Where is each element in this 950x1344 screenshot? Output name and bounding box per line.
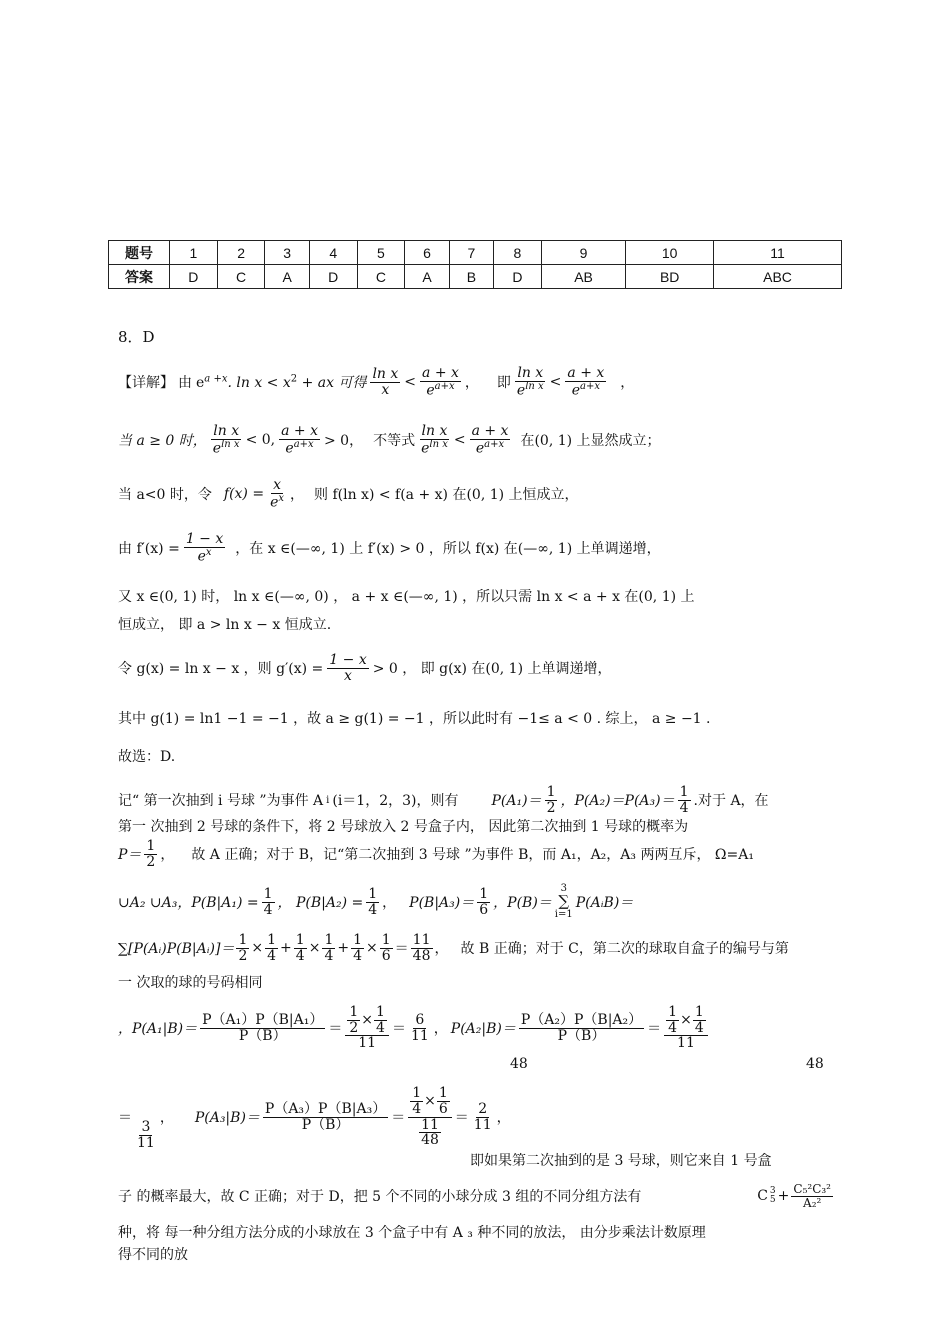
text: a+x	[580, 380, 600, 392]
text: ×	[251, 940, 264, 956]
text: 11	[137, 1134, 155, 1151]
answer-table	[108, 240, 842, 289]
text: 1	[694, 1003, 704, 1020]
prob-line5	[118, 926, 833, 970]
text: 故 A 正确；对于 B，记“第二次抽到 3 号球 ”为事件 B，而 A₁，A₂，A₃ 两两互斥， Ω=A₁	[191, 847, 754, 863]
text: 48	[421, 1132, 439, 1149]
fraction	[262, 887, 275, 917]
table-cell: C	[357, 265, 405, 289]
table-cell: ABC	[714, 265, 842, 289]
prob-line10: 即如果第二次抽到的是 3 号球，则它来自 1 号盒	[470, 1153, 772, 1169]
text: 11	[410, 1027, 429, 1044]
text: 由 f′(x) =	[118, 541, 180, 557]
fraction	[351, 933, 364, 963]
q8-line5: 又 x ∈(0, 1) 时， ln x ∈(—∞, 0) ， a + x ∈(—∞, 1) ，所以只需 ln x < a + x 在(0, 1) 上	[118, 589, 695, 605]
text: a + x	[422, 364, 459, 381]
prob-line3	[118, 834, 754, 874]
text: 1	[349, 1003, 359, 1020]
text: 6	[415, 1011, 425, 1028]
text: 1	[324, 931, 334, 948]
combination-expression	[757, 1183, 833, 1209]
text: 4	[324, 947, 334, 964]
text: 1	[381, 931, 391, 948]
text: 11	[677, 1035, 695, 1052]
text: a+x	[293, 438, 314, 450]
compound-fraction	[408, 1086, 452, 1148]
fraction	[279, 424, 320, 456]
q8-line3	[118, 472, 579, 516]
text: 3	[560, 882, 567, 894]
text: A₂²	[803, 1195, 822, 1210]
fraction	[370, 367, 400, 397]
fraction	[327, 653, 368, 683]
text: 11	[421, 1116, 439, 1133]
fraction	[211, 424, 242, 456]
text: ，	[290, 487, 305, 503]
table-cell: A	[265, 265, 309, 289]
text: e	[196, 375, 205, 391]
text: 1	[263, 885, 273, 902]
text: 4	[295, 947, 305, 964]
table-cell: D	[309, 265, 357, 289]
prob-line11	[118, 1176, 833, 1216]
text: 2	[290, 373, 298, 385]
table-cell: 5	[357, 241, 405, 265]
text: .对于 A，在	[693, 793, 769, 809]
text: 4	[376, 1019, 385, 1036]
text: 令 g(x) = ln x − x ，则 g′(x) =	[118, 661, 324, 677]
text: 1	[146, 837, 156, 854]
text: 1	[546, 783, 556, 800]
compound-fraction	[664, 1005, 708, 1051]
fraction	[366, 887, 379, 917]
q8-line1	[118, 360, 634, 404]
fraction	[477, 887, 490, 917]
text: ＝	[391, 1021, 406, 1037]
q8-line9: 故选：D.	[118, 749, 176, 765]
text: i	[326, 794, 330, 806]
text: P（A₃）P（B|A₃）	[264, 1100, 387, 1117]
text: ×	[308, 940, 321, 956]
table-cell: A	[405, 265, 449, 289]
table-header-label: 题号	[109, 241, 170, 265]
table-cell: 1	[170, 241, 218, 265]
table-row-answers	[109, 265, 842, 289]
text: ln x	[213, 422, 240, 439]
text: 6	[381, 947, 391, 964]
fraction	[545, 785, 558, 815]
text: 5	[769, 1195, 776, 1205]
text: ×	[366, 940, 378, 956]
text: + ax 可得	[297, 375, 367, 391]
text: +	[777, 1188, 790, 1204]
text: ，P(A₁|B)＝	[118, 1021, 198, 1037]
text: 1	[295, 931, 305, 948]
fraction	[437, 1086, 450, 1116]
text: a + x	[281, 422, 318, 439]
fraction	[472, 1102, 494, 1132]
fraction	[144, 839, 157, 869]
q8-line7	[118, 646, 611, 690]
text: 1	[267, 931, 277, 948]
text: 3	[141, 1118, 151, 1135]
fraction	[411, 933, 433, 963]
text: e	[270, 494, 279, 511]
q8-line4	[118, 526, 661, 570]
fraction	[420, 366, 461, 398]
text: ＝	[328, 1021, 343, 1037]
denominator-48: 48	[806, 1056, 824, 1072]
q8-line2	[118, 418, 661, 462]
text: 2	[349, 1019, 359, 1036]
text: +	[280, 940, 292, 956]
text: 1	[376, 1003, 385, 1020]
text: ln x	[517, 364, 544, 381]
text: 4	[668, 1019, 678, 1036]
compound-fraction	[345, 1005, 389, 1051]
text: +	[337, 940, 350, 956]
text: a + x	[567, 364, 605, 381]
text: 当 a<0 时，令	[118, 487, 212, 503]
text: P（A₂）P（B|A₂）	[520, 1011, 643, 1028]
fraction	[268, 478, 286, 510]
text: P(A₁)＝	[491, 793, 542, 809]
text: P（B）	[557, 1027, 606, 1044]
text: ＝	[454, 1110, 469, 1126]
table-cell: 10	[626, 241, 714, 265]
text: e	[475, 440, 485, 457]
text: 4	[267, 947, 277, 964]
text: 1	[368, 885, 378, 902]
table-cell: D	[170, 265, 218, 289]
text: 1	[679, 783, 689, 800]
text: P(AᵢB)＝	[575, 895, 634, 911]
q8-title: 8．D	[118, 328, 155, 346]
fraction	[184, 532, 225, 564]
text: 1	[238, 931, 248, 948]
text: ln x	[421, 422, 448, 439]
text: e	[571, 382, 580, 399]
text: P(A₃|B)＝	[194, 1110, 260, 1126]
table-cell: D	[494, 265, 542, 289]
text: e	[426, 382, 435, 399]
text: P（B）	[301, 1116, 350, 1133]
fraction	[410, 1086, 423, 1116]
text: a+x	[484, 438, 505, 450]
text: ＝	[647, 1021, 662, 1037]
text: ， P(B|A₂) =	[277, 895, 364, 911]
text: 2	[478, 1100, 488, 1117]
fraction	[666, 1005, 679, 1035]
text: 由	[178, 375, 192, 391]
text: ，	[464, 375, 479, 391]
text: x	[205, 546, 212, 558]
text: 4	[263, 901, 273, 918]
text: ln x	[221, 438, 240, 450]
fraction	[678, 785, 691, 815]
text: ，P(B)＝	[493, 895, 552, 911]
text: 3	[769, 1186, 776, 1196]
text: 1	[479, 885, 489, 902]
text: ln x	[525, 380, 544, 392]
detail-label: 【详解】	[118, 375, 174, 391]
text: P（B）	[238, 1027, 287, 1044]
text: < 0,	[245, 432, 276, 448]
text: ＝	[391, 1110, 406, 1126]
text: e	[516, 382, 526, 399]
text: ∑[P(Aᵢ)P(B|Aᵢ)]＝	[118, 941, 235, 957]
text: (i＝1，2，3)，则有	[332, 793, 459, 809]
text: ，	[434, 941, 449, 957]
text: ×	[424, 1092, 436, 1109]
text: > 0，	[323, 433, 364, 449]
text: 4	[353, 947, 363, 964]
text: P(A₂|B)＝	[450, 1021, 516, 1037]
fraction	[791, 1183, 833, 1209]
text: ∑	[558, 892, 570, 911]
text: P(B|A₃)＝	[409, 895, 475, 911]
fraction	[515, 366, 546, 398]
text: 不等式	[373, 433, 416, 449]
text: 1 − x	[185, 530, 224, 547]
text: 4	[412, 1100, 422, 1117]
text: 当 a ≥ 0 时，	[118, 433, 207, 449]
prob-line12: 种，将 每一种分组方法分成的小球放在 3 个盒子中有 A ₃ 种不同的放法， 由分步乘法计数原理	[118, 1225, 706, 1241]
text: ，P(A₂)＝P(A₃)＝	[560, 793, 675, 809]
text: a + x	[471, 422, 509, 439]
prob-line13: 得不同的放	[118, 1247, 188, 1263]
table-cell: BD	[626, 265, 714, 289]
text: ，	[159, 1110, 174, 1126]
text: ∪A₂ ∪A₃，P(B|A₁) =	[118, 895, 259, 911]
table-cell: 4	[309, 241, 357, 265]
text: 4	[368, 901, 378, 918]
fraction	[565, 366, 606, 398]
text: e	[285, 440, 294, 457]
text: 6	[479, 901, 489, 918]
text: P＝	[118, 847, 142, 863]
text: i=1	[554, 908, 573, 920]
text: e	[212, 440, 222, 457]
text: 1	[353, 931, 363, 948]
fraction	[135, 1120, 157, 1150]
text: ，	[160, 847, 175, 863]
prob-line7	[118, 1000, 708, 1056]
prob-line6: 一 次取的球的号码相同	[118, 975, 263, 991]
fraction	[380, 933, 393, 963]
text: 4	[694, 1019, 704, 1036]
text: f(x) =	[223, 486, 265, 502]
table-cell: 9	[541, 241, 625, 265]
prob-line1	[118, 780, 833, 820]
text: C₅²C₃²	[793, 1181, 831, 1196]
text: 2	[146, 853, 156, 870]
text: 2	[238, 947, 248, 964]
fraction	[419, 424, 450, 456]
text: ×	[361, 1011, 374, 1028]
fraction	[322, 933, 335, 963]
table-cell: 3	[265, 241, 309, 265]
text: 子 的概率最大，故 C 正确；对于 D，把 5 个不同的小球分成 3 组的不同分组方法有	[118, 1189, 642, 1205]
text: 1	[412, 1085, 422, 1102]
text: a +x	[204, 373, 228, 385]
table-cell: AB	[541, 265, 625, 289]
prob-line9	[118, 1074, 511, 1160]
math	[196, 372, 366, 392]
text: . ln x < x	[227, 375, 291, 391]
fraction	[347, 1005, 360, 1035]
text: e	[197, 548, 206, 565]
text: ，在 x ∈(—∞, 1) 上 f′(x) > 0 ，所以 f(x) 在(—∞, 1) 上单调递增，	[235, 541, 661, 557]
text: x	[381, 381, 390, 398]
table-cell: 6	[405, 241, 449, 265]
text: ln x	[429, 438, 448, 450]
text: 11	[473, 1116, 492, 1133]
q8-line8: 其中 g(1) = ln1 −1 = −1 ，故 a ≥ g(1) = −1 ，所以此时有 −1≤ a < 0 . 综上， a ≥ −1 .	[118, 711, 711, 727]
text: ，	[382, 895, 397, 911]
text: ，	[433, 1021, 448, 1037]
text: 故 B 正确；对于 C，第二次的球取自盒子的编号与第	[460, 941, 789, 957]
fraction	[236, 933, 249, 963]
q8-line6: 恒成立， 即 a > ln x − x 恒成立.	[118, 617, 332, 633]
text: 2	[546, 799, 556, 816]
text: e	[421, 440, 430, 457]
text: x	[344, 667, 352, 684]
text: <	[404, 374, 417, 390]
text: ＝	[118, 1110, 132, 1126]
text: a+x	[434, 380, 455, 392]
text: ln x	[372, 365, 399, 382]
text: ＝	[394, 941, 409, 957]
fraction	[374, 1005, 387, 1035]
text: ×	[680, 1011, 692, 1028]
text: 48	[412, 947, 431, 964]
fraction	[419, 1118, 441, 1148]
text: 6	[438, 1100, 448, 1117]
text: <	[549, 374, 562, 390]
fraction	[263, 1102, 388, 1132]
fraction	[470, 424, 511, 456]
text: x	[278, 492, 285, 504]
fraction	[693, 1005, 706, 1035]
table-cell: 8	[494, 241, 542, 265]
fraction	[294, 933, 307, 963]
table-cell: 7	[449, 241, 493, 265]
text: x	[273, 476, 281, 493]
text: <	[453, 432, 466, 448]
text: 1 − x	[329, 651, 367, 668]
text: 11	[358, 1035, 377, 1052]
text: 记“ 第一次抽到 i 号球 ”为事件 A	[118, 793, 324, 809]
text: 11	[412, 931, 431, 948]
text: 则 f(ln x) < f(a + x) 在(0, 1) 上恒成立，	[314, 487, 579, 503]
fraction	[519, 1013, 644, 1043]
fraction	[409, 1013, 431, 1043]
table-cell: B	[449, 265, 493, 289]
prob-line4	[118, 880, 633, 924]
text: 1	[438, 1085, 448, 1102]
fraction	[265, 933, 278, 963]
table-cell: C	[217, 265, 265, 289]
prob-line2: 第一 次抽到 2 号球的条件下，将 2 号球放入 2 号盒子内， 因此第二次抽到 1 号球的概率为	[118, 819, 689, 835]
text: C	[757, 1188, 768, 1204]
text: > 0 ， 即 g(x) 在(0, 1) 上单调递增，	[372, 661, 612, 677]
sum-symbol	[555, 884, 573, 921]
text: 即	[496, 375, 511, 391]
table-cell: 11	[714, 241, 842, 265]
text: 在(0, 1) 上显然成立；	[520, 433, 661, 449]
text: P（A₁）P（B|A₁）	[202, 1011, 324, 1028]
text: 1	[668, 1003, 678, 1020]
text: ，	[620, 375, 635, 391]
fraction	[200, 1013, 325, 1043]
text: 4	[679, 799, 689, 816]
table-answer-label: 答案	[109, 265, 170, 289]
denominator-48: 48	[510, 1056, 528, 1072]
table-cell: 2	[217, 241, 265, 265]
text: ，	[496, 1110, 511, 1126]
table-row-numbers	[109, 241, 842, 265]
